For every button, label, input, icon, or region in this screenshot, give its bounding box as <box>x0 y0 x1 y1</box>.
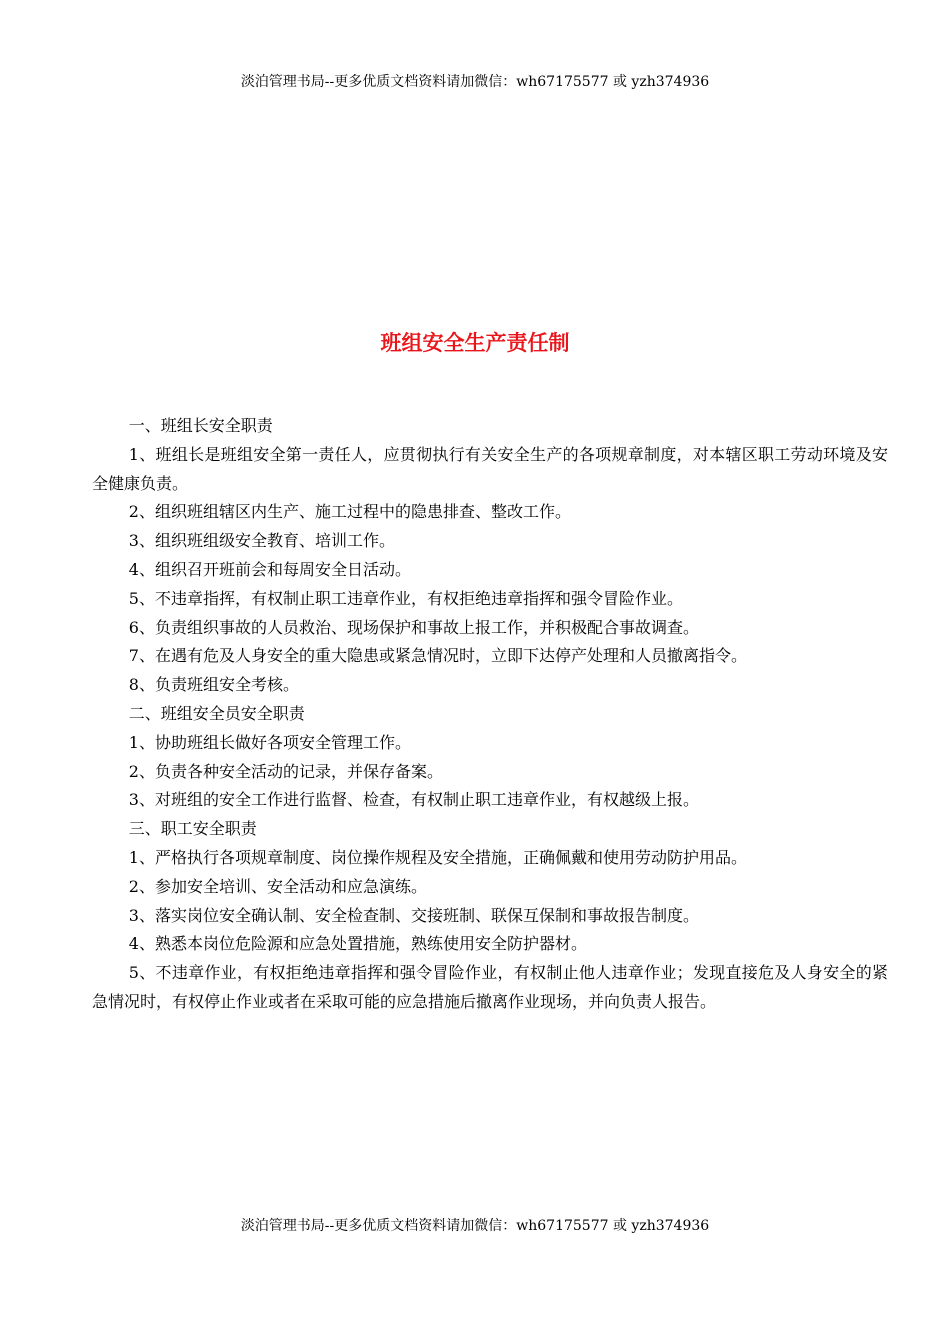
paragraph: 2、负责各种安全活动的记录，并保存备案。 <box>128 761 443 781</box>
paragraph: 5、不违章指挥，有权制止职工违章作业，有权拒绝违章指挥和强令冒险作业。 <box>128 588 683 608</box>
section-heading-2: 二、班组安全员安全职责 <box>128 703 305 723</box>
section-heading-3: 三、职工安全职责 <box>128 819 257 839</box>
section-heading-1: 一、班组长安全职责 <box>128 416 273 435</box>
paragraph: 4、熟悉本岗位危险源和应急处置措施，熟练使用安全防护器材。 <box>128 934 587 954</box>
document-body <box>92 412 888 1017</box>
paragraph: 5、不违章作业，有权拒绝违章指挥和强令冒险作业，有权制止他人违章作业；发现直接危及人身安全的紧急情况时，有权停止作业或者在采取可能的应急措施后撤离作业现场，并向负责人报告。 <box>92 963 888 1011</box>
paragraph: 4、组织召开班前会和每周安全日活动。 <box>128 559 411 579</box>
paragraph: 8、负责班组安全考核。 <box>128 675 299 695</box>
page-footer: 淡泊管理书局--更多优质文档资料请加微信：wh67175577 或 yzh374936 <box>240 1218 710 1234</box>
paragraph: 1、班组长是班组安全第一责任人，应贯彻执行有关安全生产的各项规章制度，对本辖区职工劳动环境及安全健康负责。 <box>92 444 888 493</box>
paragraph: 3、对班组的安全工作进行监督、检查，有权制止职工违章作业，有权越级上报。 <box>128 790 699 810</box>
paragraph: 7、在遇有危及人身安全的重大隐患或紧急情况时，立即下达停产处理和人员撤离指令。 <box>128 646 747 666</box>
paragraph: 3、组织班组级安全教育、培训工作。 <box>128 531 395 551</box>
page-header: 淡泊管理书局--更多优质文档资料请加微信：wh67175577 或 yzh374936 <box>240 74 710 90</box>
paragraph: 2、参加安全培训、安全活动和应急演练。 <box>128 876 427 896</box>
document-title: 班组安全生产责任制 <box>380 331 570 355</box>
paragraph: 1、严格执行各项规章制度、岗位操作规程及安全措施，正确佩戴和使用劳动防护用品。 <box>128 847 747 867</box>
paragraph: 3、落实岗位安全确认制、安全检查制、交接班制、联保互保制和事故报告制度。 <box>128 905 699 925</box>
paragraph: 2、组织班组辖区内生产、施工过程中的隐患排查、整改工作。 <box>128 502 571 522</box>
paragraph: 6、负责组织事故的人员救治、现场保护和事故上报工作，并积极配合事故调查。 <box>128 617 699 637</box>
paragraph: 1、协助班组长做好各项安全管理工作。 <box>128 732 411 752</box>
